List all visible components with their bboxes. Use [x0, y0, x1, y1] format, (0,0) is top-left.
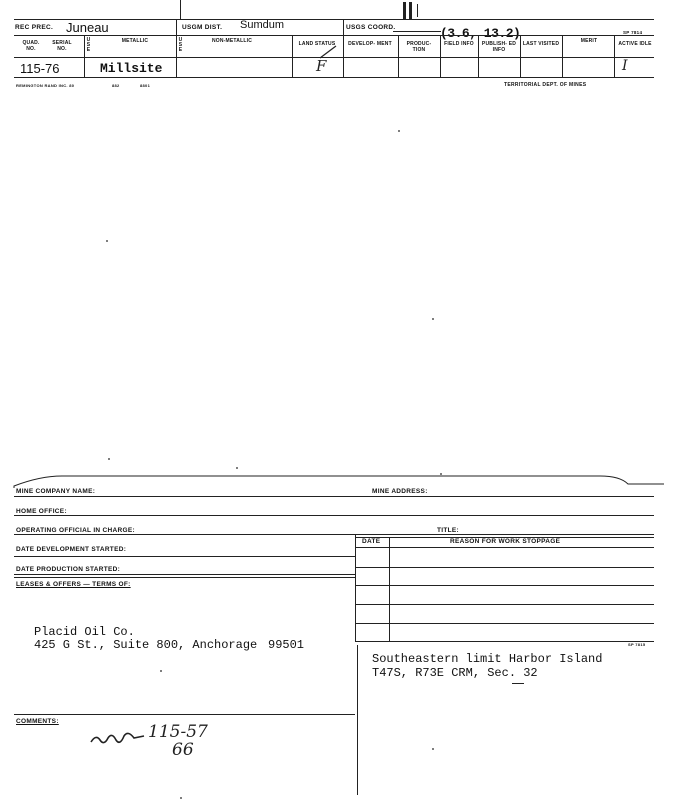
divider	[14, 556, 355, 557]
speck	[108, 458, 110, 460]
col-published-info: PUBLISH- ED INFO	[481, 41, 517, 53]
home-office-label: HOME OFFICE:	[16, 508, 67, 515]
lessee-address: 425 G St., Suite 800, Anchorage	[34, 638, 258, 652]
divider	[14, 714, 355, 715]
divider	[398, 35, 399, 77]
col-field-info: FIELD INFO	[444, 41, 474, 47]
divider	[14, 35, 654, 36]
land-status-mark: F	[316, 57, 327, 75]
divider	[409, 2, 412, 19]
operating-official-label: OPERATING OFFICIAL IN CHARGE:	[16, 527, 135, 534]
col-serial-no: SERIAL NO.	[52, 40, 72, 52]
date-production-label: DATE PRODUCTION STARTED:	[16, 566, 121, 573]
divider	[343, 19, 344, 36]
divider	[14, 534, 654, 535]
divider	[357, 645, 358, 795]
mine-address-label: MINE ADDRESS:	[372, 488, 428, 495]
printer-code-2: 8801	[140, 83, 151, 88]
divider	[403, 2, 406, 19]
location-line-1: Southeastern limit Harbor Island	[372, 652, 603, 666]
divider	[355, 604, 654, 605]
divider	[614, 35, 615, 77]
divider	[478, 35, 479, 77]
rec-prec-value: Juneau	[66, 20, 109, 35]
serial-value: 115-76	[20, 61, 60, 76]
title-label: TITLE:	[437, 527, 460, 534]
initials-signature	[88, 724, 148, 750]
divider	[14, 515, 654, 516]
speck	[180, 797, 182, 799]
printer-code-1: 882	[112, 83, 120, 88]
printer-note: REMINGTON RAND INC. 80	[16, 83, 75, 88]
coord-value: (3.6, 13.2)	[440, 26, 521, 41]
speck	[432, 318, 434, 320]
col-development: DEVELOP- MENT	[348, 41, 392, 47]
date-development-label: DATE DEVELOPMENT STARTED:	[16, 546, 127, 553]
col-use-right: U S E	[178, 37, 183, 53]
date-col-label: DATE	[362, 538, 381, 545]
slash-mark	[318, 44, 338, 60]
col-land-status: LAND STATUS	[298, 41, 336, 47]
divider	[14, 577, 355, 578]
col-merit: MERIT	[580, 38, 598, 44]
rec-prec-label: REC PREC.	[15, 24, 54, 31]
dept-note: TERRITORIAL DEPT. OF MINES	[504, 82, 587, 88]
metallic-value: Millsite	[100, 61, 163, 76]
comments-label: COMMENTS:	[16, 718, 59, 725]
lessee-name: Placid Oil Co.	[34, 625, 135, 639]
comment-hand-2: 66	[172, 740, 194, 760]
col-production: PRODUC- TION	[406, 41, 432, 53]
divider	[14, 496, 654, 497]
speck	[160, 670, 162, 672]
usgs-coord-label: USGS COORD.	[346, 24, 396, 31]
divider	[393, 31, 441, 32]
speck	[236, 467, 238, 469]
divider	[355, 567, 654, 568]
divider	[14, 574, 355, 575]
divider	[520, 35, 521, 77]
usgm-dist-value: Sumdum	[240, 19, 285, 31]
usgm-dist-label: USGM DIST.	[182, 24, 223, 31]
divider	[355, 534, 356, 642]
divider	[180, 0, 181, 19]
col-last-visited: LAST VISITED	[522, 41, 560, 47]
speck	[398, 130, 400, 132]
leases-label: LEASES & OFFERS — TERMS OF:	[16, 581, 131, 588]
speck	[432, 748, 434, 750]
col-non-metallic: NON-METALLIC	[211, 38, 253, 44]
col-metallic: METALLIC	[121, 38, 149, 44]
divider	[440, 35, 441, 77]
divider	[417, 4, 418, 17]
divider	[389, 537, 390, 642]
divider	[355, 547, 654, 548]
form-code: SP 7814	[623, 30, 643, 35]
divider	[562, 35, 563, 77]
active-mark: I	[622, 58, 628, 74]
card-edge	[0, 470, 678, 490]
stoppage-col-label: REASON FOR WORK STOPPAGE	[450, 538, 561, 545]
divider	[176, 35, 177, 77]
divider	[176, 19, 177, 36]
divider	[343, 35, 344, 77]
divider	[14, 19, 654, 20]
underline-mark	[512, 683, 524, 684]
divider	[292, 35, 293, 77]
col-quad-no: QUAD. NO.	[22, 40, 40, 52]
divider	[355, 585, 654, 586]
divider	[355, 623, 654, 624]
col-use-left: U S E	[86, 37, 91, 53]
lessee-zip: 99501	[268, 638, 305, 652]
form-code-2: SP 7815	[628, 642, 646, 647]
comment-hand-1: 115-57	[148, 722, 208, 742]
speck	[106, 240, 108, 242]
divider	[14, 77, 654, 78]
divider	[84, 35, 85, 77]
col-active-idle: ACTIVE IDLE	[618, 41, 652, 47]
divider	[355, 641, 654, 642]
mine-company-label: MINE COMPANY NAME:	[16, 488, 96, 495]
location-line-2: T47S, R73E CRM, Sec. 32	[372, 666, 538, 680]
